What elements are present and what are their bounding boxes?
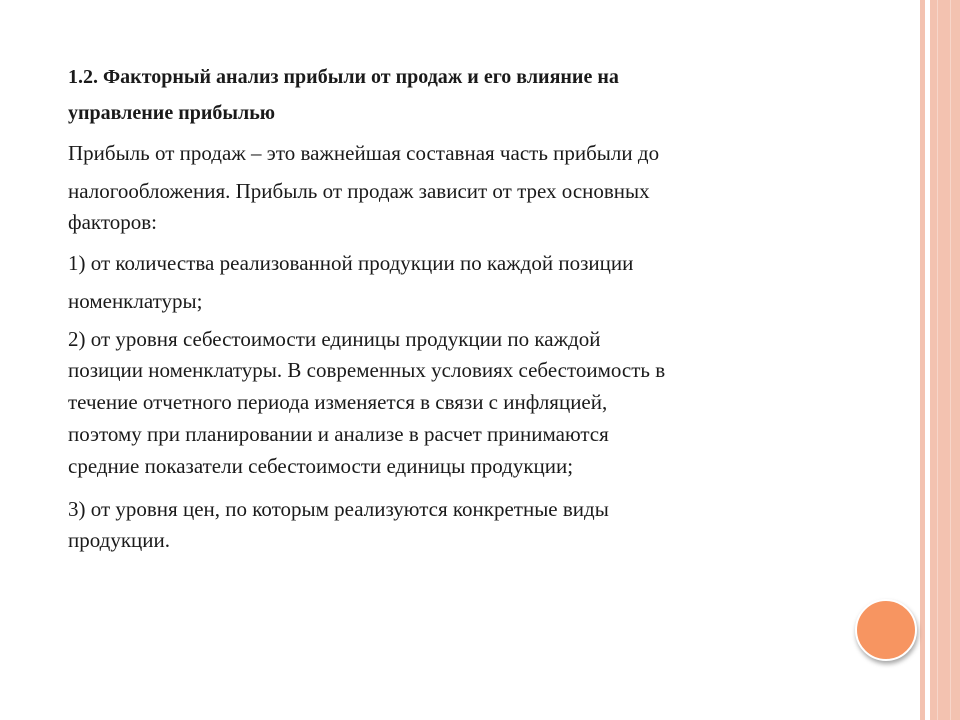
text-line: факторов: [68,210,158,234]
decorative-border-wide [930,0,960,720]
paragraph-factor-3 [68,490,858,556]
text-line: поэтому при планировании и анализе в расчет принимаются [68,422,609,446]
paragraph-intro [68,134,858,244]
paragraph-factor-2 [68,320,858,490]
decorative-border-line [950,0,951,720]
heading-line: 1.2. Факторный анализ прибыли от продаж и его влияние на [68,66,619,88]
text-line: течение отчетного периода изменяется в связи с инфляцией, [68,390,608,414]
text-line: 3) от уровня цен, по которым реализуются конкретные виды [68,497,609,521]
heading-line: управление прибылью [68,102,276,124]
text-line: налогообложения. Прибыль от продаж зависит от трех основных [68,179,650,203]
slide-content [68,58,858,556]
text-line: 2) от уровня себестоимости единицы продукции по каждой [68,327,601,351]
text-line: 1) от количества реализованной продукции по каждой позиции [68,251,634,275]
decorative-circle [855,599,917,661]
paragraph-factor-1 [68,244,858,320]
decorative-border-line [937,0,938,720]
decorative-border-thin [920,0,925,720]
text-line: Прибыль от продаж – это важнейшая составная часть прибыли до [68,141,660,165]
text-line: продукции. [68,528,170,552]
text-line: номенклатуры; [68,289,203,313]
slide-heading [68,58,858,134]
text-line: позиции номенклатуры. В современных условиях себестоимость в [68,358,666,382]
text-line: средние показатели себестоимости единицы продукции; [68,454,574,478]
